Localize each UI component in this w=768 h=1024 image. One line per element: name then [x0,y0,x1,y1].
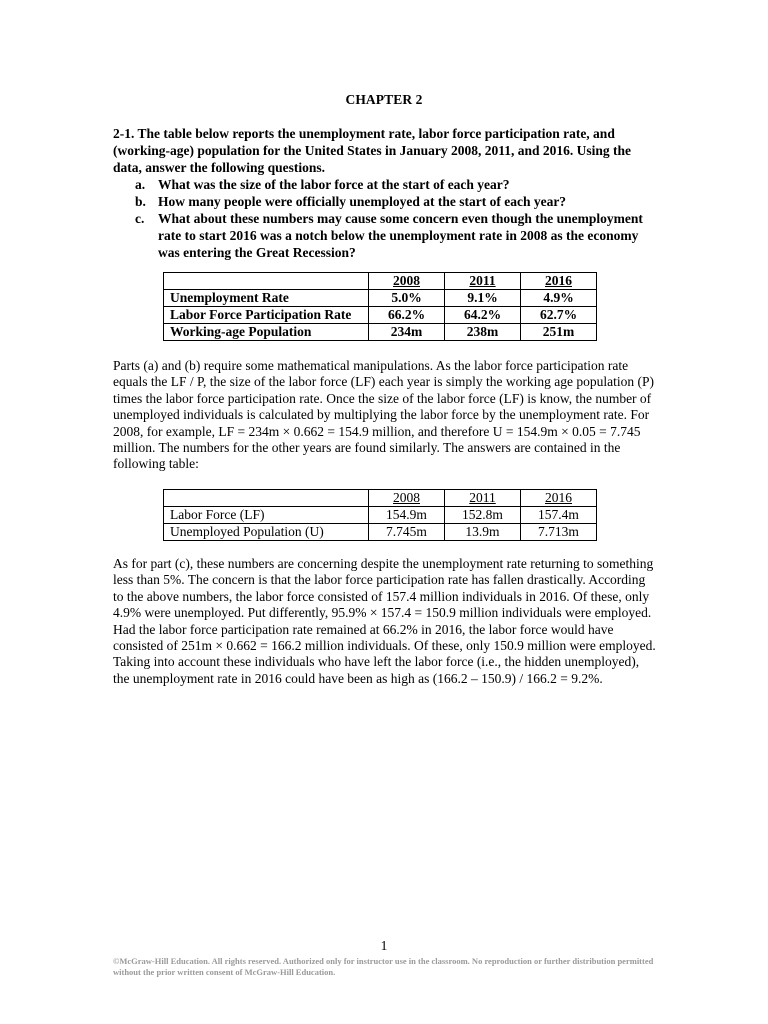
question-list [113,176,658,261]
question-intro: 2-1. The table below reports the unemployment rate, labor force participation rate, and (working-age) population for the United States in January 2008, 2011, and 2016. Using the data, answer the following questions. [113,126,632,175]
row-label: Labor Force Participation Rate [164,307,369,324]
paragraph-explanation: Parts (a) and (b) require some mathematical manipulations. As the labor force participation rate equals the LF / P, the size of the labor force (LF) each year is simply the working age population (P) times the labor force participation rate. Once the size of the labor force (LF) is know, the number of unemployed individuals is calculated by multiplying the labor force by the unemployment rate. For 2008, for example, LF = 234m × 0.662 = 154.9 million, and therefore U = 154.9m × 0.05 = 7.745 million. The numbers for the other years are found similarly. The answers are contained in the following table: [113,358,654,472]
table-header-cell: 2008 [369,490,445,507]
table-cell: 4.9% [521,290,597,307]
table-cell: 152.8m [445,507,521,524]
table-cell: 154.9m [369,507,445,524]
table-header-cell: 2016 [521,273,597,290]
question-item [113,193,658,210]
table-cell: 66.2% [369,307,445,324]
question-item [113,210,658,261]
table-cell: 13.9m [445,524,521,541]
question-block [113,125,658,261]
data-table-answers [163,489,597,541]
table-row [164,290,597,307]
row-label: Unemployment Rate [164,290,369,307]
table-header-cell: 2011 [445,273,521,290]
paragraph-conclusion: As for part (c), these numbers are concerning despite the unemployment rate returning to something less than 5%. The concern is that the labor force participation rate has fallen drastically. According to the above numbers, the labor force consisted of 157.4 million individuals in 2016. Of these, only 4.9% were unemployed. Put differently, 95.9% × 157.4 = 150.9 million individuals were employed. Had the labor force participation rate remained at 66.2% in 2016, the labor force would have consisted of 251m × 0.662 = 166.2 million individuals. Of these, only 150.9 million were employed. Taking into account these individuals who have left the labor force (i.e., the hidden unemployed), the unemployment rate in 2016 could have been as high as (166.2 – 150.9) / 166.2 = 9.2%. [113,556,656,686]
table-cell: 62.7% [521,307,597,324]
table-cell: 9.1% [445,290,521,307]
table-row [164,524,597,541]
question-marker: a. [135,177,146,192]
page-number: 1 [380,938,388,953]
row-label: Unemployed Population (U) [164,524,369,541]
table-header-row [164,490,597,507]
table-row [164,307,597,324]
table-header-cell: 2008 [369,273,445,290]
table-header-cell: 2016 [521,490,597,507]
row-label: Working-age Population [164,324,369,341]
question-text: How many people were officially unemployed at the start of each year? [158,194,567,209]
table-corner-cell [164,273,369,290]
table-cell: 238m [445,324,521,341]
question-marker: b. [135,194,146,209]
copyright-footer: ©McGraw-Hill Education. All rights reserved. Authorized only for instructor use in the classroom. No reproduction or further distribution permitted without the prior written consent of McGraw-Hill Education. [113,956,654,977]
table-corner-cell [164,490,369,507]
question-text: What was the size of the labor force at the start of each year? [158,177,510,192]
row-label: Labor Force (LF) [164,507,369,524]
question-text: What about these numbers may cause some concern even though the unemployment rate to start 2016 was a notch below the unemployment rate in 2008 as the economy was entering the Great Recession? [158,211,643,260]
question-item [113,176,658,193]
table-header-cell: 2011 [445,490,521,507]
table-cell: 7.713m [521,524,597,541]
table-cell: 157.4m [521,507,597,524]
table-row [164,324,597,341]
table-cell: 64.2% [445,307,521,324]
table-cell: 7.745m [369,524,445,541]
table-cell: 251m [521,324,597,341]
question-marker: c. [135,211,145,226]
table-row [164,507,597,524]
table-cell: 5.0% [369,290,445,307]
chapter-title: CHAPTER 2 [345,92,423,107]
data-table-rates [163,272,597,341]
table-header-row [164,273,597,290]
table-cell: 234m [369,324,445,341]
